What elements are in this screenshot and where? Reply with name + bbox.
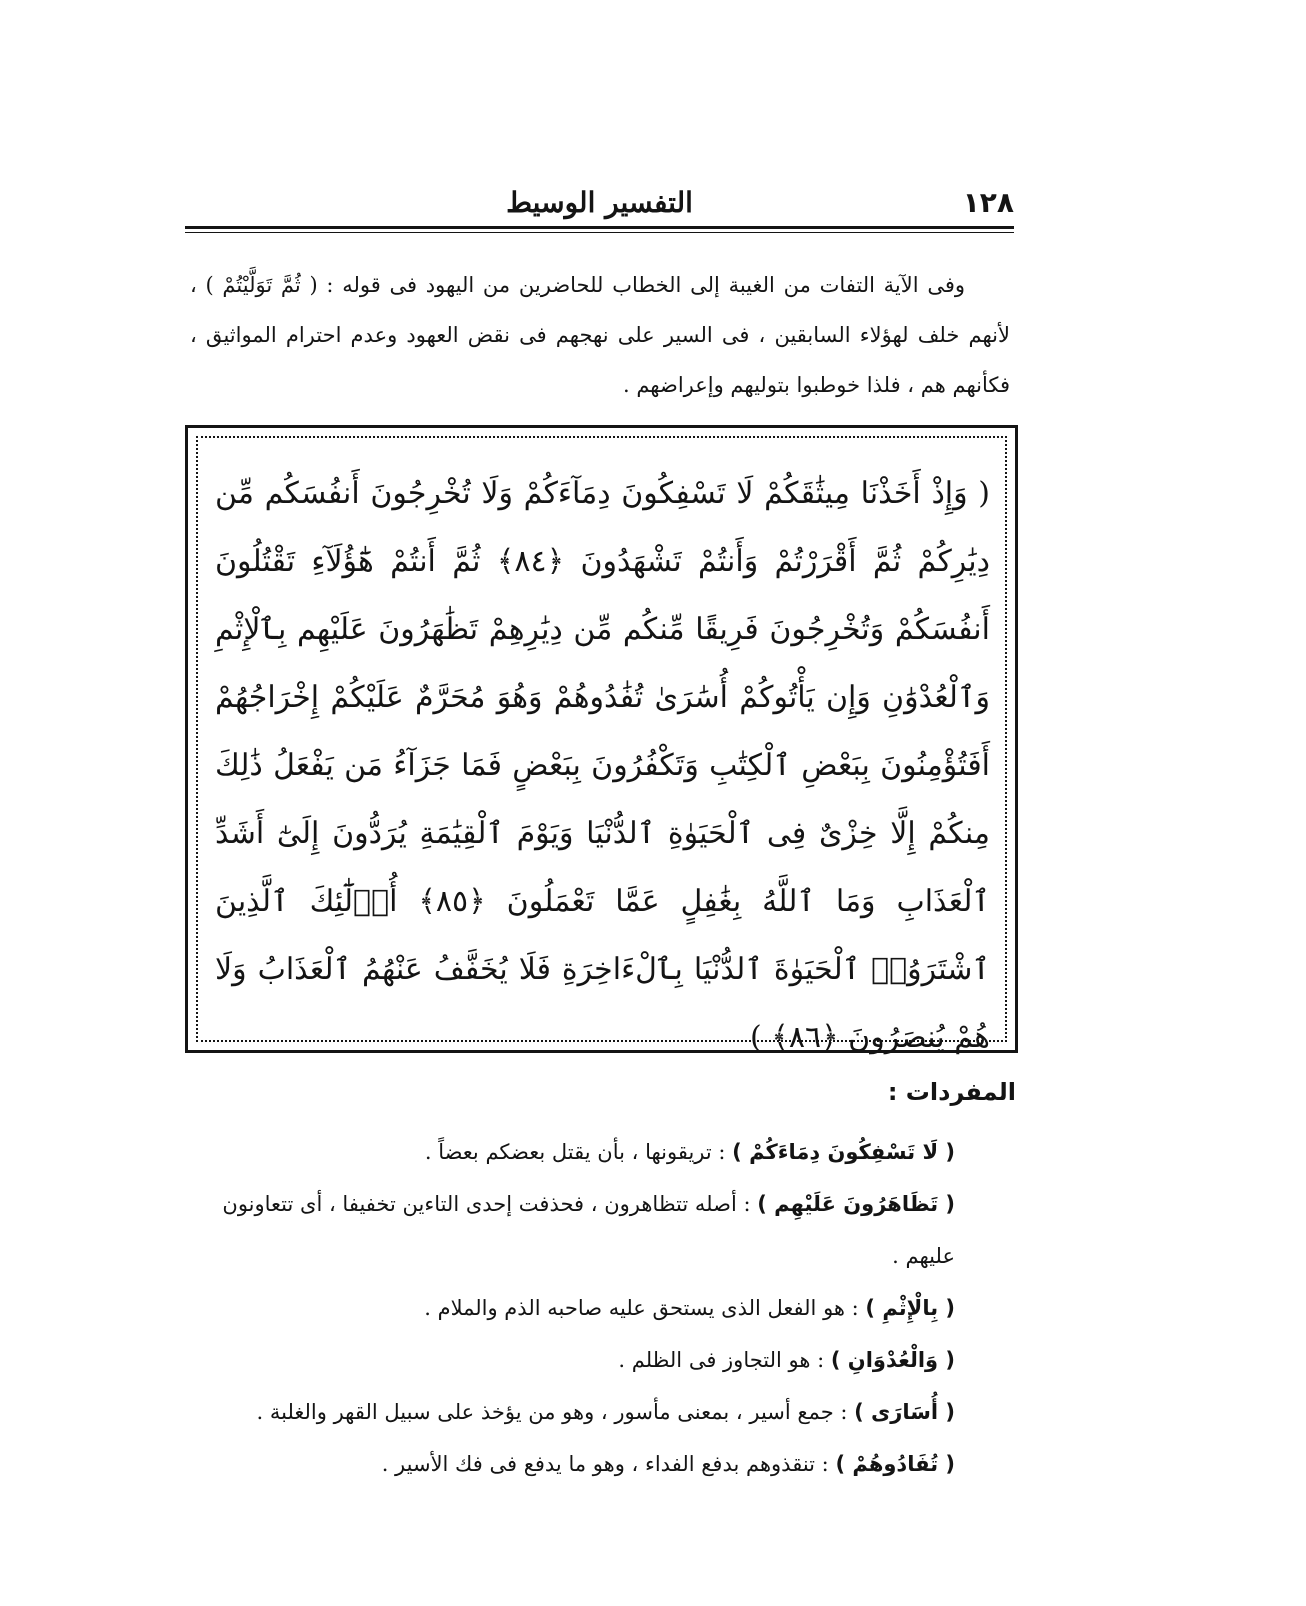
vocab-term: ( تُفَادُوهُمْ ) xyxy=(835,1452,955,1476)
vocab-item xyxy=(190,1386,955,1438)
vocab-definition: : تريقونها ، بأن يقتل بعضكم بعضاً . xyxy=(424,1140,733,1164)
intro-paragraph xyxy=(190,260,1010,410)
vocabulary-list xyxy=(190,1126,1010,1490)
vocab-term: ( أُسَارَى ) xyxy=(854,1400,955,1424)
intro-text: وفى الآية التفات من الغيبة إلى الخطاب للحاضرين من اليهود فى قوله : ( ثُمَّ تَوَلَّيْتُمْ ) ، لأنهم خلف لهؤلاء السابقين ، فى السير على نهجهم فى نقض العهود وعدم احترام المواثيق ، فكأنهم هم ، فلذا خوطبوا بتوليهم وإعراضهم . xyxy=(190,273,1010,397)
vocab-item xyxy=(190,1126,955,1178)
vocab-definition: : هو الفعل الذى يستحق عليه صاحبه الذم والملام . xyxy=(424,1296,866,1320)
header-rule-thin xyxy=(185,232,1014,233)
vocab-definition: : تنقذوهم بدفع الفداء ، وهو ما يدفع فى فك الأسير . xyxy=(381,1452,836,1476)
vocabulary-title: المفردات : xyxy=(887,1078,1016,1106)
vocab-term: ( تَظَاهَرُونَ عَلَيْهِم ) xyxy=(757,1192,955,1216)
header-rule xyxy=(185,226,1014,229)
vocab-term: ( لَا تَسْفِكُونَ دِمَاءَكُمْ ) xyxy=(732,1140,955,1164)
vocab-item xyxy=(190,1334,955,1386)
page-number: ١٢٨ xyxy=(962,186,1014,219)
vocab-definition: : أصله تتظاهرون ، فحذفت إحدى التاءين تخفيفا ، أى تتعاونون عليهم . xyxy=(222,1192,955,1268)
vocab-item xyxy=(190,1282,955,1334)
quran-verses: ( وَإِذْ أَخَذْنَا مِيثَٰقَكُمْ لَا تَسْفِكُونَ دِمَآءَكُمْ وَلَا تُخْرِجُونَ أَنفُسَكُم مِّن دِيَٰرِكُمْ ثُمَّ أَقْرَرْتُمْ وَأَنتُمْ تَشْهَدُونَ ﴿٨٤﴾ ثُمَّ أَنتُمْ هَٰٓؤُلَآءِ تَقْتُلُونَ أَنفُسَكُمْ وَتُخْرِجُونَ فَرِيقًا مِّنكُم مِّن دِيَٰرِهِمْ تَظَٰهَرُونَ عَلَيْهِم بِٱلْإِثْمِ وَٱلْعُدْوَٰنِ وَإِن يَأْتُوكُمْ أُسَٰرَىٰ تُفَٰدُوهُمْ وَهُوَ مُحَرَّمٌ عَلَيْكُمْ إِخْرَاجُهُمْ أَفَتُؤْمِنُونَ بِبَعْضِ ٱلْكِتَٰبِ وَتَكْفُرُونَ بِبَعْضٍ فَمَا جَزَآءُ مَن يَفْعَلُ ذَٰلِكَ مِنكُمْ إِلَّا خِزْىٌ فِى ٱلْحَيَوٰةِ ٱلدُّنْيَا وَيَوْمَ ٱلْقِيَٰمَةِ يُرَدُّونَ إِلَىٰٓ أَشَدِّ ٱلْعَذَابِ وَمَا ٱللَّهُ بِغَٰفِلٍ عَمَّا تَعْمَلُونَ ﴿٨٥﴾ أُو۟لَٰٓئِكَ ٱلَّذِينَ ٱشْتَرَوُا۟ ٱلْحَيَوٰةَ ٱلدُّنْيَا بِٱلْءَاخِرَةِ فَلَا يُخَفَّفُ عَنْهُمُ ٱلْعَذَابُ وَلَا هُمْ يُنصَرُونَ ﴿٨٦﴾ ) xyxy=(215,476,990,1055)
vocab-term: ( وَالْعُدْوَانِ ) xyxy=(830,1348,955,1372)
vocab-term: ( بِالْإِثْمِ ) xyxy=(865,1296,955,1320)
vocab-item xyxy=(190,1178,955,1282)
vocab-definition: : جمع أسير ، بمعنى مأسور ، وهو من يؤخذ على سبيل القهر والغلبة . xyxy=(256,1400,855,1424)
page-header xyxy=(185,186,1014,226)
vocab-definition: : هو التجاوز فى الظلم . xyxy=(618,1348,831,1372)
vocab-item xyxy=(190,1438,955,1490)
running-head: التفسير الوسيط xyxy=(506,186,693,219)
